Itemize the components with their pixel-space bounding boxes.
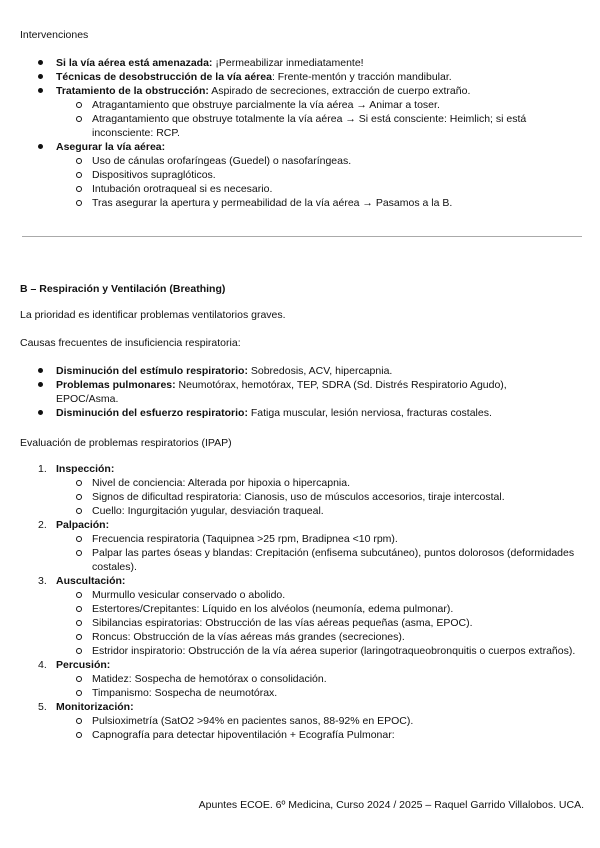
sub-list-item: Cuello: Ingurgitación yugular, desviación traqueal.	[0, 504, 600, 518]
priority-text: La prioridad es identificar problemas ventilatorios graves.	[20, 309, 286, 321]
interventions-list	[0, 56, 600, 210]
sub-list-item: Estertores/Crepitantes: Líquido en los alvéolos (neumonía, edema pulmonar).	[0, 602, 600, 616]
bullet-icon	[38, 144, 43, 149]
sub-list-item: Sibilancias espiratorias: Obstrucción de las vías aéreas pequeñas (asma, EPOC).	[0, 616, 600, 630]
sub-list-item: Atragantamiento que obstruye totalmente la vía aérea → Si está consciente: Heimlich; si está inconsciente: RCP.	[0, 112, 600, 140]
sub-bullet-icon	[76, 732, 82, 738]
list-item: Tratamiento de la obstrucción: Aspirado de secreciones, extracción de cuerpo extraño.	[0, 84, 600, 98]
sub-list-item: Tras asegurar la apertura y permeabilidad de la vía aérea → Pasamos a la B.	[0, 196, 600, 210]
sub-bullet-icon	[76, 718, 82, 724]
list-item: Problemas pulmonares: Neumotórax, hemotórax, TEP, SDRA (Sd. Distrés Respiratorio Agudo), EPOC/Asma.	[0, 378, 600, 406]
sub-list-item: Pulsioximetría (SatO2 >94% en pacientes sanos, 88-92% en EPOC).	[0, 714, 600, 728]
sub-bullet-icon	[76, 536, 82, 542]
sub-list-item: Frecuencia respiratoria (Taquipnea >25 rpm, Bradipnea <10 rpm).	[0, 532, 600, 546]
list-item: Si la vía aérea está amenazada: ¡Permeabilizar inmediatamente!	[0, 56, 600, 70]
numbered-item: 1. Inspección:	[38, 463, 115, 475]
section-divider	[22, 236, 582, 237]
bullet-icon	[38, 368, 43, 373]
sub-list-item: Murmullo vesicular conservado o abolido.	[0, 588, 600, 602]
ipap-list	[0, 462, 600, 742]
sub-bullet-icon	[76, 200, 82, 206]
sub-bullet-icon	[76, 676, 82, 682]
sub-list-item: Uso de cánulas orofaríngeas (Guedel) o nasofaríngeas.	[0, 154, 600, 168]
sub-list-item: Dispositivos supraglóticos.	[0, 168, 600, 182]
sub-bullet-icon	[76, 620, 82, 626]
sub-bullet-icon	[76, 606, 82, 612]
sub-bullet-icon	[76, 186, 82, 192]
bullet-icon	[38, 88, 43, 93]
numbered-item: 5. Monitorización:	[38, 701, 134, 713]
sub-bullet-icon	[76, 634, 82, 640]
sub-bullet-icon	[76, 116, 82, 122]
sub-bullet-icon	[76, 648, 82, 654]
numbered-item: 3. Auscultación:	[38, 575, 126, 587]
sub-bullet-icon	[76, 158, 82, 164]
section-title: B – Respiración y Ventilación (Breathing)	[20, 283, 226, 295]
causes-list	[0, 364, 600, 420]
sub-bullet-icon	[76, 508, 82, 514]
list-item: Disminución del esfuerzo respiratorio: Fatiga muscular, lesión nerviosa, fracturas costales.	[0, 406, 600, 420]
sub-bullet-icon	[76, 102, 82, 108]
list-item: Disminución del estímulo respiratorio: Sobredosis, ACV, hipercapnia.	[0, 364, 600, 378]
sub-bullet-icon	[76, 550, 82, 556]
bullet-icon	[38, 60, 43, 65]
bullet-icon	[38, 382, 43, 387]
sub-list-item: Atragantamiento que obstruye parcialmente la vía aérea → Animar a toser.	[0, 98, 600, 112]
bullet-icon	[38, 74, 43, 79]
sub-bullet-icon	[76, 592, 82, 598]
sub-bullet-icon	[76, 690, 82, 696]
numbered-item: 4. Percusión:	[38, 659, 111, 671]
sub-list-item: Intubación orotraqueal si es necesario.	[0, 182, 600, 196]
sub-list-item: Capnografía para detectar hipoventilación + Ecografía Pulmonar:	[0, 728, 600, 742]
list-item: Asegurar la vía aérea:	[0, 140, 600, 154]
sub-list-item: Nivel de conciencia: Alterada por hipoxia o hipercapnia.	[0, 476, 600, 490]
sub-list-item: Palpar las partes óseas y blandas: Crepitación (enfisema subcutáneo), puntos dolorosos (deformidades costales).	[0, 546, 600, 574]
sub-bullet-icon	[76, 480, 82, 486]
bullet-icon	[38, 410, 43, 415]
evaluation-intro: Evaluación de problemas respiratorios (IPAP)	[20, 437, 232, 449]
numbered-item: 2. Palpación:	[38, 519, 110, 531]
list-item: Técnicas de desobstrucción de la vía aérea: Frente-mentón y tracción mandibular.	[0, 70, 600, 84]
sub-list-item: Timpanismo: Sospecha de neumotórax.	[0, 686, 600, 700]
sub-list-item: Matidez: Sospecha de hemotórax o consolidación.	[0, 672, 600, 686]
sub-bullet-icon	[76, 494, 82, 500]
sub-bullet-icon	[76, 172, 82, 178]
sub-list-item: Roncus: Obstrucción de la vías aéreas más grandes (secreciones).	[0, 630, 600, 644]
interventions-heading: Intervenciones	[20, 29, 89, 41]
sub-list-item: Estridor inspiratorio: Obstrucción de la vía aérea superior (laringotraqueobronquitis o cuerpos extraños).	[0, 644, 600, 658]
sub-list-item: Signos de dificultad respiratoria: Cianosis, uso de músculos accesorios, tiraje intercostal.	[0, 490, 600, 504]
page-footer: Apuntes ECOE. 6º Medicina, Curso 2024 / 2025 – Raquel Garrido Villalobos. UCA.	[198, 799, 584, 811]
causes-intro: Causas frecuentes de insuficiencia respiratoria:	[20, 337, 241, 349]
